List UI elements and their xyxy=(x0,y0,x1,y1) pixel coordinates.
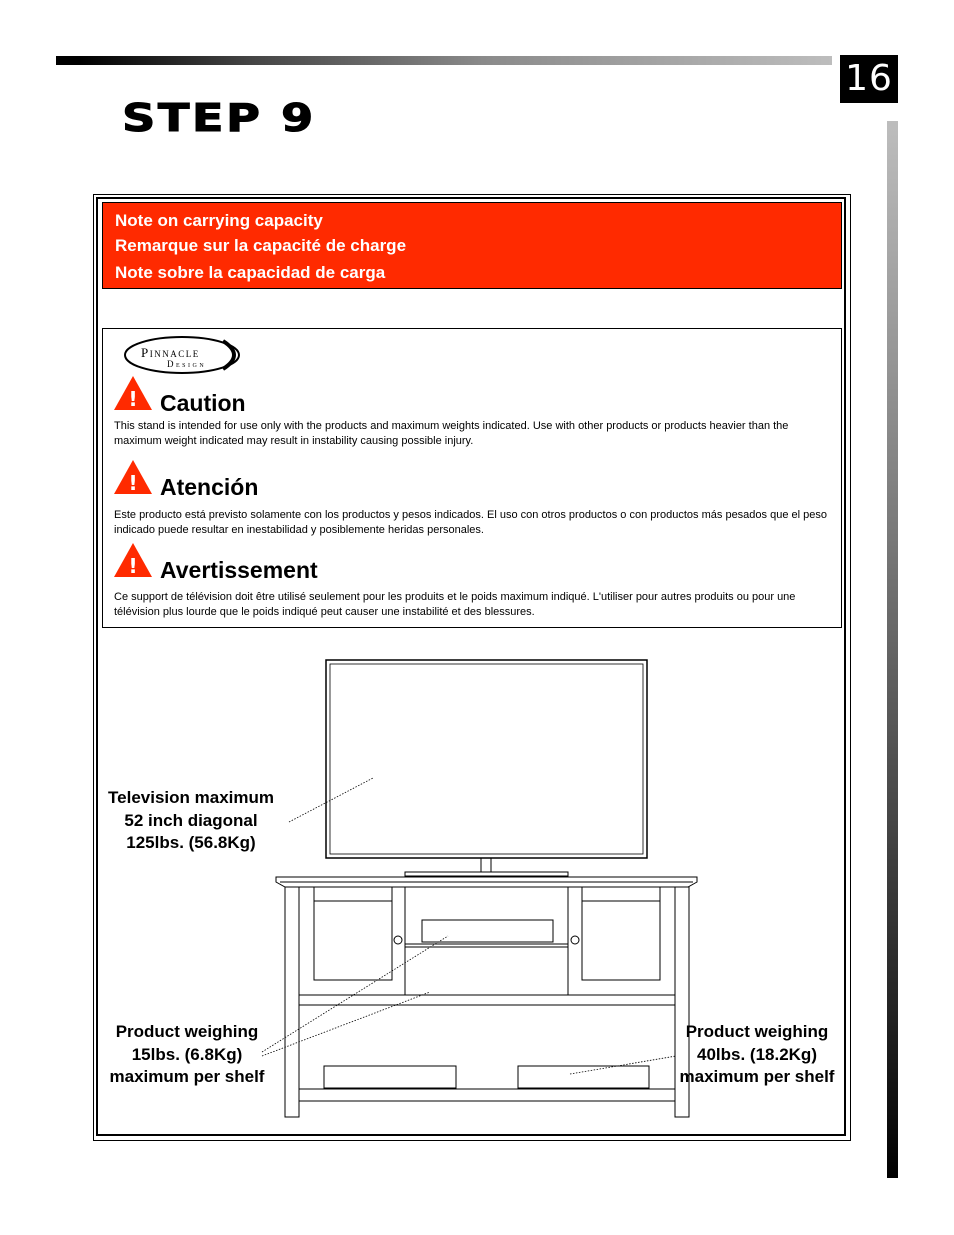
tv-stand-drawing xyxy=(276,877,697,1117)
logo-text-pinnacle: Pinnacle xyxy=(141,345,200,360)
warning-text-atencion: Este producto está previsto solamente con los productos y pesos indicados. El uso con otros productos o con productos más pesados que el peso indicado puede resultar en inestabilidad y posiblemente heridas personales. xyxy=(114,509,827,536)
warning-text-caution: This stand is intended for use only with the products and maximum weights indicated. Use with other products or products heavier than the maximum weight indicated may result in instability causing possible injury. xyxy=(114,420,789,447)
warning-heading-atencion: Atención xyxy=(160,474,259,500)
step-title: STEP 9 xyxy=(122,96,316,140)
shelf-left-label-line2: 15lbs. (6.8Kg) xyxy=(131,1044,243,1064)
tv-label-line3: 125lbs. (56.8Kg) xyxy=(126,833,256,852)
svg-text:!: ! xyxy=(128,387,138,411)
warning-text-avertissement: Ce support de télévision doit être utilisé seulement pour les produits et le poids maximum indiqué. L'utiliser pour autres produits ou pour une télévision plus lourde que le poids indiqué peut causer une instabilité et des blessures. xyxy=(114,591,796,618)
tv-capacity-label xyxy=(108,787,274,855)
tv-label-line1: Television maximum xyxy=(108,788,274,807)
logo-text-design: Design xyxy=(167,359,207,369)
shelf-right-label-line3: maximum per shelf xyxy=(679,1067,835,1086)
svg-text:!: ! xyxy=(128,554,138,578)
leader-lines xyxy=(262,778,676,1074)
note-line-fr: Remarque sur la capacité de charge xyxy=(115,236,407,255)
center-shelf-capacity-label xyxy=(110,1021,265,1089)
shelf-left-label-line3: maximum per shelf xyxy=(109,1067,265,1086)
note-line-en: Note on carrying capacity xyxy=(115,211,323,230)
tv-label-line2: 52 inch diagonal xyxy=(124,810,258,830)
television-drawing xyxy=(326,660,647,876)
bottom-shelf-capacity-label xyxy=(680,1021,835,1089)
page-number: 16 xyxy=(840,55,898,103)
shelf-right-label-line1: Product weighing xyxy=(685,1022,829,1041)
svg-text:!: ! xyxy=(128,471,138,495)
warning-heading-avertissement: Avertissement xyxy=(160,557,318,583)
note-line-es: Note sobre la capacidad de carga xyxy=(115,263,386,282)
warning-heading-caution: Caution xyxy=(160,390,246,416)
shelf-left-label-line1: Product weighing xyxy=(115,1022,259,1041)
shelf-right-label-line2: 40lbs. (18.2Kg) xyxy=(696,1044,817,1064)
